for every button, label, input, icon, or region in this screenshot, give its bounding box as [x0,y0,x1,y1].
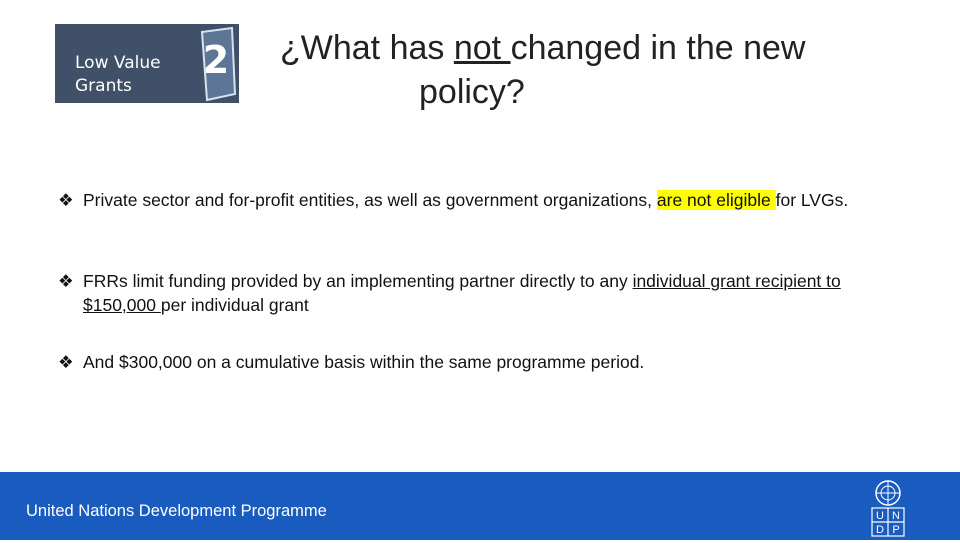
logo-letter: N [892,510,900,522]
diamond-bullet-icon: ❖ [58,190,74,210]
diamond-bullet-icon: ❖ [58,352,74,372]
badge-line-2: Grants [75,76,132,96]
undp-logo [866,478,910,538]
bullet-text [83,269,918,317]
badge-line-1: Low Value [75,53,161,73]
underlined-text: individual grant recipient to $150,000 [83,271,841,315]
bullet-text-part: Private sector and for-profit entities, as well as government organizations, [83,190,657,210]
title-prefix: ¿What has [280,29,454,67]
section-number-tab [199,24,239,103]
logo-letter: U [876,510,884,522]
bullet-item [58,350,918,374]
title-suffix: changed in the new [510,29,806,67]
bullet-item [58,188,918,212]
section-badge-label [75,52,161,98]
diamond-bullet-icon: ❖ [58,271,74,291]
title-emphasis: not [453,29,511,67]
title-line-2: policy? [419,73,525,111]
slide-title [280,26,900,114]
logo-letter: D [876,524,884,536]
bullet-item [58,269,918,317]
bullet-text-part: for LVGs. [775,190,849,210]
bullet-text-part: FRRs limit funding provided by an implementing partner directly to any [83,271,633,291]
logo-letter: P [892,524,900,536]
highlighted-text: are not eligible [656,190,776,210]
un-emblem-icon [866,478,910,538]
bullet-text [83,350,918,374]
bullet-text-part: And $300,000 on a cumulative basis within the same programme period. [83,352,645,372]
section-number: 2 [202,38,230,82]
bullet-text [83,188,918,212]
bullet-text-part: per individual grant [160,295,309,315]
footer-bar [0,472,960,540]
organization-name: United Nations Development Programme [26,502,327,520]
section-badge [55,24,200,103]
